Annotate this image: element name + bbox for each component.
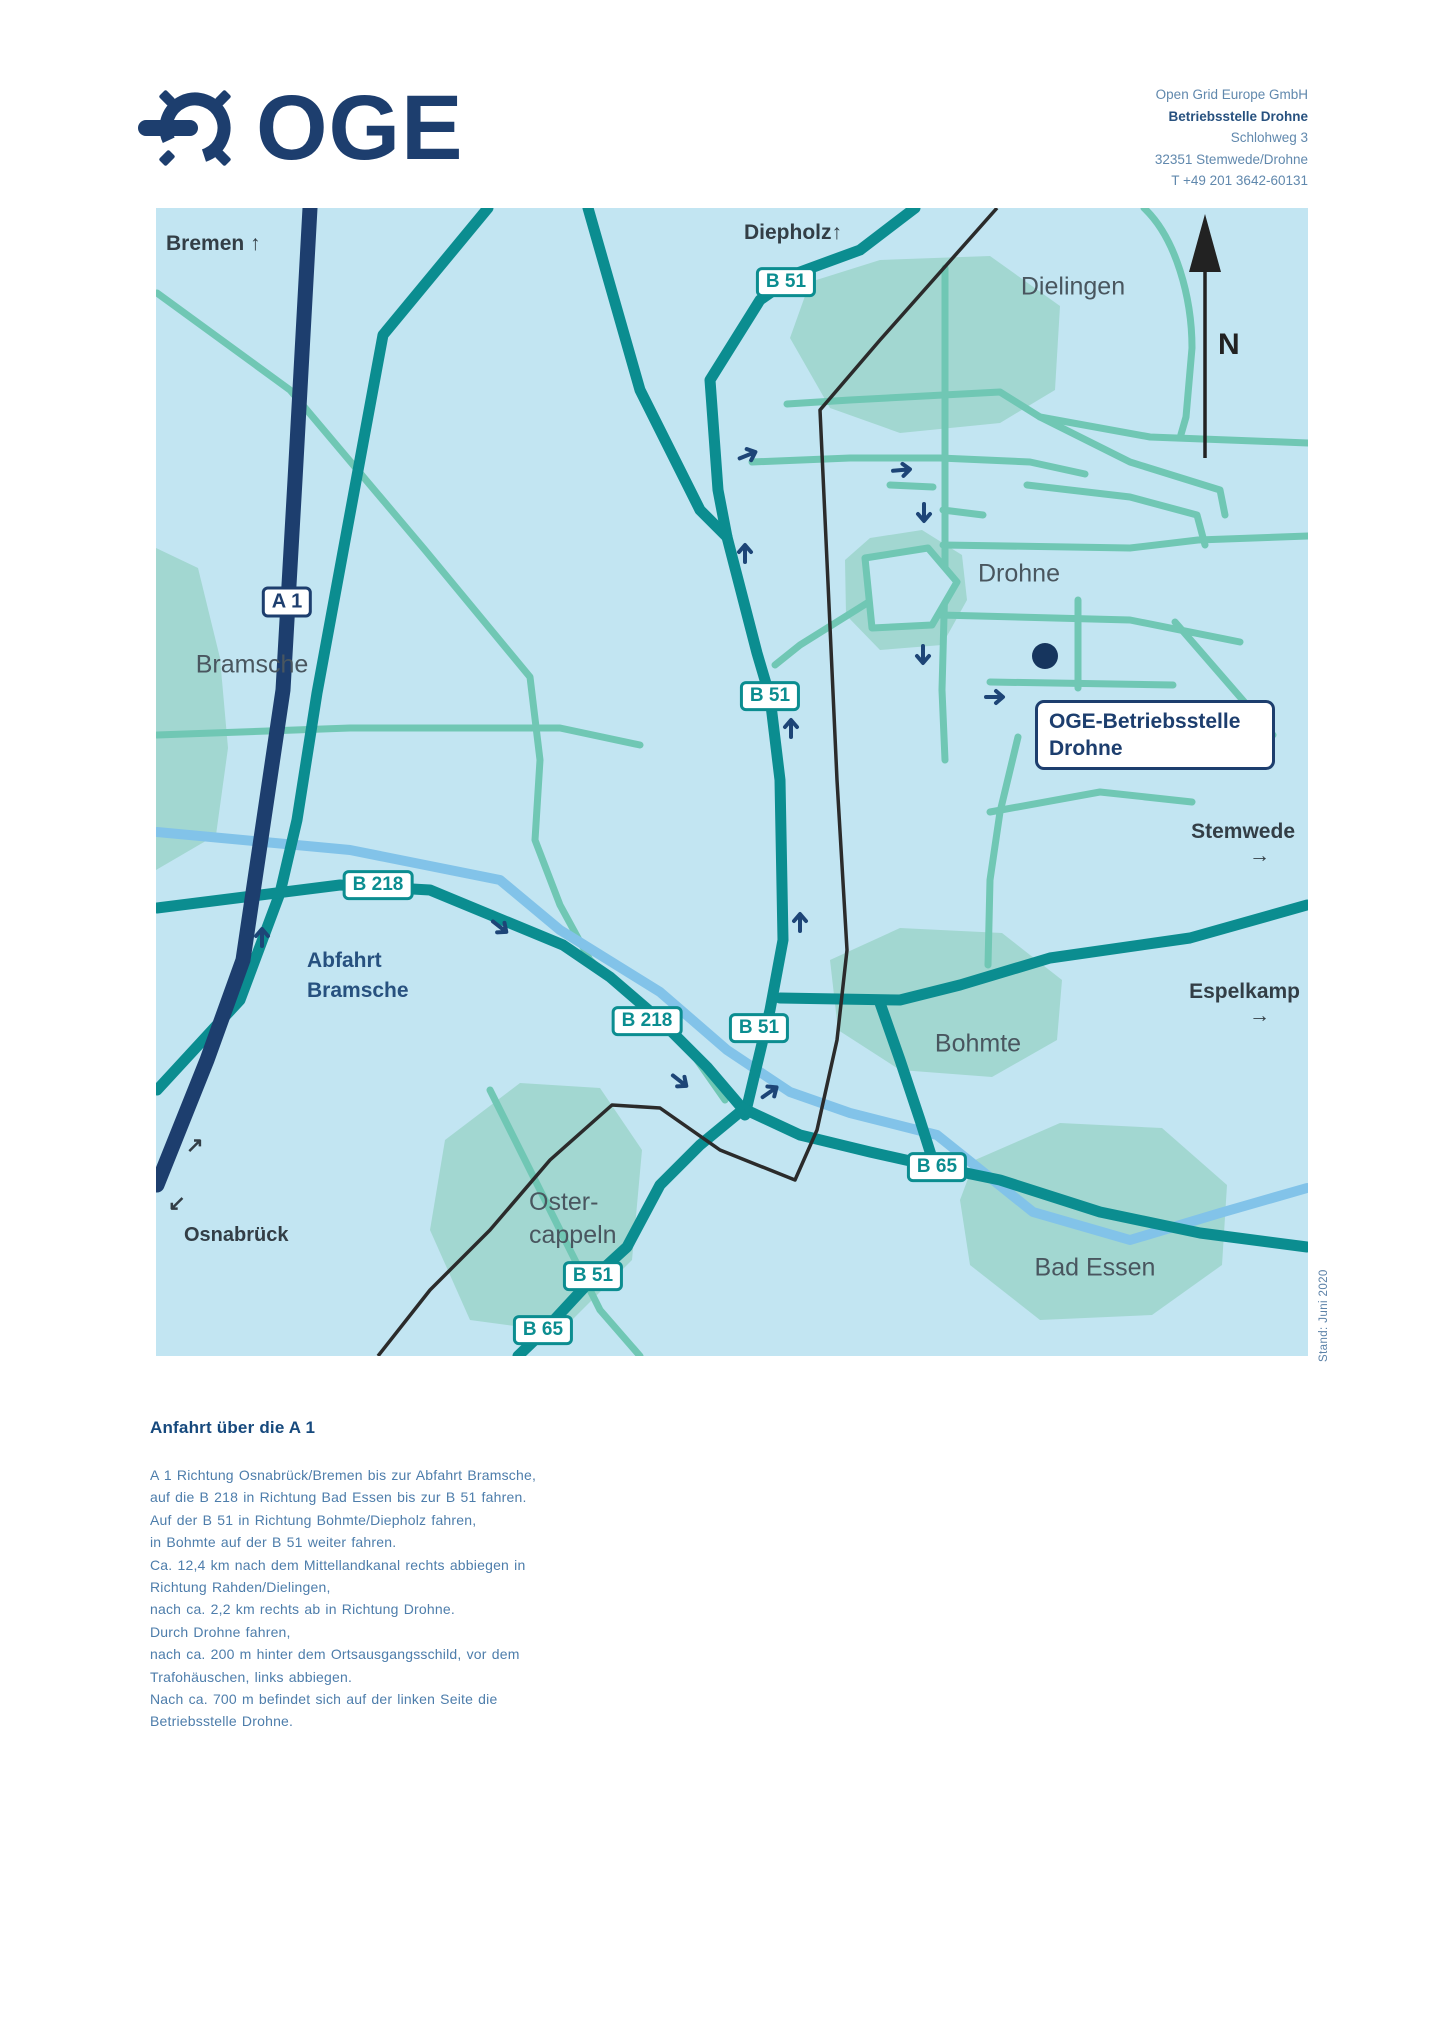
road-badge-b51-south: B 51 [563,1261,623,1291]
oge-logo-icon [138,80,242,176]
city-label-ostercappeln: Oster- cappeln [529,1188,617,1249]
oge-logo-text: OGE [256,77,464,179]
stemwede-arrow-icon: → [1249,844,1270,867]
direction-label-osnabrueck: Osnabrück [184,1224,289,1246]
osnabrueck-arrow-icon: ↗ [186,1134,204,1157]
direction-line: nach ca. 200 m hinter dem Ortsausgangsschild, vor dem [150,1646,520,1663]
road-badge-b65-south: B 65 [513,1315,573,1345]
compass-label: N [1218,328,1240,361]
directions-section [150,1418,710,1733]
direction-label-stemwede: Stemwede [1191,820,1295,843]
exit-label-abfahrt-bramsche: Abfahrt Bramsche [307,949,409,1002]
road-badge-b51-mid: B 51 [740,681,800,711]
direction-line: Durch Drohne fahren, [150,1623,291,1640]
city-label-bohmte: Bohmte [934,1029,1022,1058]
direction-line: Nach ca. 700 m befindet sich auf der linken Seite die [150,1691,498,1708]
direction-line: A 1 Richtung Osnabrück/Bremen bis zur Abfahrt Bramsche, [150,1467,537,1483]
city-label-bad-essen: Bad Essen [1034,1253,1156,1282]
direction-line: auf die B 218 in Richtung Bad Essen bis zur B 51 fahren. [150,1489,527,1506]
direction-line: Betriebsstelle Drohne. [150,1713,294,1730]
address-line-street: Schlohweg 3 [1230,130,1308,145]
company-address [1155,84,1308,192]
osnabrueck-arrow-icon: ↙ [168,1192,186,1215]
map-canvas-icon [156,208,1308,1356]
direction-line: Richtung Rahden/Dielingen, [150,1579,331,1596]
address-line-company: Open Grid Europe GmbH [1155,87,1308,102]
directions-heading: Anfahrt über die A 1 [150,1418,316,1437]
directions-text [150,1464,710,1733]
road-badge-b51-center: B 51 [729,1013,789,1043]
direction-line: Ca. 12,4 km nach dem Mittellandkanal rechts abbiegen in [150,1556,526,1573]
road-badge-b218-center: B 218 [612,1006,683,1036]
espelkamp-arrow-icon: → [1249,1004,1270,1027]
direction-line: Auf der B 51 in Richtung Bohmte/Diepholz fahren, [150,1511,477,1528]
direction-label-diepholz: Diepholz↑ [744,221,842,244]
city-label-drohne: Drohne [978,559,1060,588]
poi-label-box: OGE-Betriebsstelle Drohne [1035,700,1275,770]
site-map [156,208,1308,1356]
city-label-bramsche: Bramsche [195,650,309,679]
road-badge-b218-west: B 218 [343,870,414,900]
direction-label-bremen: Bremen ↑ [166,232,261,255]
address-line-site: Betriebsstelle Drohne [1168,108,1308,124]
direction-line: in Bohmte auf der B 51 weiter fahren. [150,1534,397,1551]
address-line-phone: T +49 201 3642-60131 [1171,173,1308,188]
road-badge-b51-north: B 51 [756,267,816,297]
road-badge-a1: A 1 [262,587,312,618]
road-badge-b65-east: B 65 [907,1152,967,1182]
address-line-city: 32351 Stemwede/Drohne [1154,151,1308,167]
stand-note: Stand: Juni 2020 [1318,1269,1330,1362]
direction-line: Trafohäuschen, links abbiegen. [150,1668,353,1685]
city-label-dielingen: Dielingen [1020,272,1126,301]
site-marker-dot [1032,643,1058,669]
direction-line: nach ca. 2,2 km rechts ab in Richtung Drohne. [150,1601,455,1618]
direction-label-espelkamp: Espelkamp [1189,980,1300,1003]
